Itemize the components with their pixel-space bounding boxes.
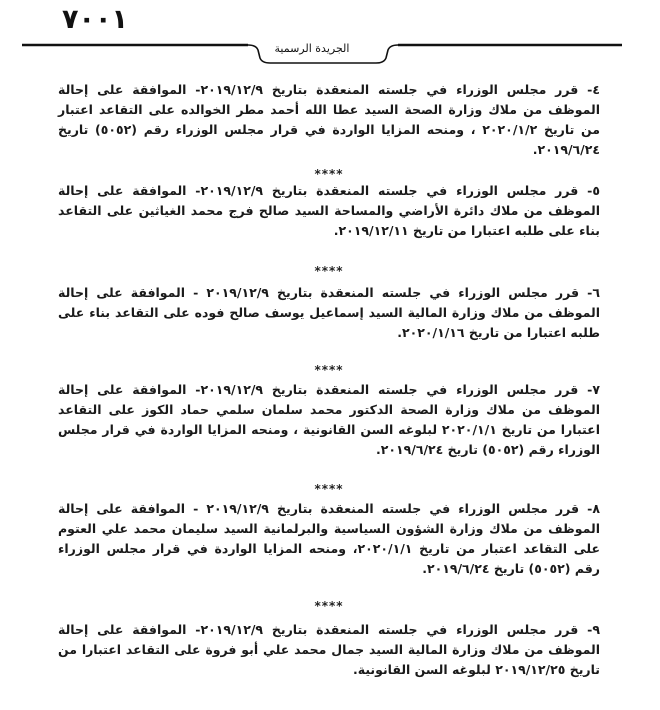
separator: **** — [314, 264, 344, 278]
page-number: ٧٠٠١ — [62, 4, 128, 35]
decision-item — [58, 283, 600, 343]
decision-text: قرر مجلس الوزراء في جلسته المنعقدة بتاريخ ٢٠١٩/١٢/٩- الموافقة على إحالة الموظف من ملاك وزارة المالية السيد جمال محمد علي أبو فروة على التقاعد اعتبارا من تاريخ ٢٠١٩/١٢/٢٥ لبلوغه السن القانونية. — [58, 622, 600, 677]
gazette-title: الجريدة الرسمية — [274, 42, 350, 55]
decision-number: ٧- — [587, 382, 600, 397]
decision-text: قرر مجلس الوزراء في جلسته المنعقدة بتاريخ ٢٠١٩/١٢/٩- الموافقة على إحالة الموظف من ملاك وزارة الصحة الدكتور محمد سلمان سلمي حماد الكوز على التقاعد اعتبارا من تاريخ ٢٠٢٠/١/١ لبلوغه السن القانونية ، ومنحه المزايا الواردة في قرار مجلس الوزراء رقم (٥٠٥٢) تاريخ ٢٠١٩/٦/٢٤. — [58, 382, 600, 457]
decision-number: ٨- — [587, 501, 600, 516]
decision-item — [58, 499, 600, 579]
decision-text: قرر مجلس الوزراء في جلسته المنعقدة بتاريخ ٢٠١٩/١٢/٩ - الموافقة على إحالة الموظف من ملاك وزارة المالية السيد إسماعيل يوسف صالح فوده على التقاعد بناء على طلبه اعتبارا من تاريخ ٢٠٢٠/١/١٦. — [58, 285, 600, 340]
decision-item — [58, 620, 600, 680]
decision-text: قرر مجلس الوزراء في جلسته المنعقدة بتاريخ ٢٠١٩/١٢/٩- الموافقة على إحالة الموظف من ملاك وزارة الصحة السيد عطا الله أحمد مطر الخوالده على التقاعد اعتبار من تاريخ ٢٠٢٠/١/٢ ، ومنحه المزايا الواردة في قرار مجلس الوزراء رقم (٥٠٥٢) تاريخ ٢٠١٩/٦/٢٤. — [58, 82, 601, 157]
decision-item — [58, 380, 600, 460]
decision-number: ٦- — [587, 285, 600, 300]
separator: **** — [314, 482, 344, 496]
separator: **** — [314, 363, 344, 377]
separator: **** — [314, 167, 344, 181]
decision-item — [58, 181, 600, 241]
decision-text: قرر مجلس الوزراء في جلسته المنعقدة بتاريخ ٢٠١٩/١٢/٩- الموافقة على إحالة الموظف من ملاك دائرة الأراضي والمساحة السيد صالح فرج محمد الغياثين على التقاعد بناء على طلبه اعتبارا من تاريخ ٢٠١٩/١٢/١١. — [58, 183, 600, 238]
decision-number: ٥- — [587, 183, 600, 198]
decision-item — [58, 80, 600, 160]
decision-text: قرر مجلس الوزراء في جلسته المنعقدة بتاريخ ٢٠١٩/١٢/٩ - الموافقة على إحالة الموظف من ملاك وزارة الشؤون السياسية والبرلمانية السيد سليمان محمد علي العتوم على التقاعد اعتبار من تاريخ ٢٠٢٠/١/١، ومنحه المزايا الواردة في قرار مجلس الوزراء رقم (٥٠٥٢) تاريخ ٢٠١٩/٦/٢٤. — [58, 501, 600, 576]
separator: **** — [314, 599, 344, 613]
decision-number: ٤- — [587, 82, 600, 97]
decision-number: ٩- — [587, 622, 600, 637]
